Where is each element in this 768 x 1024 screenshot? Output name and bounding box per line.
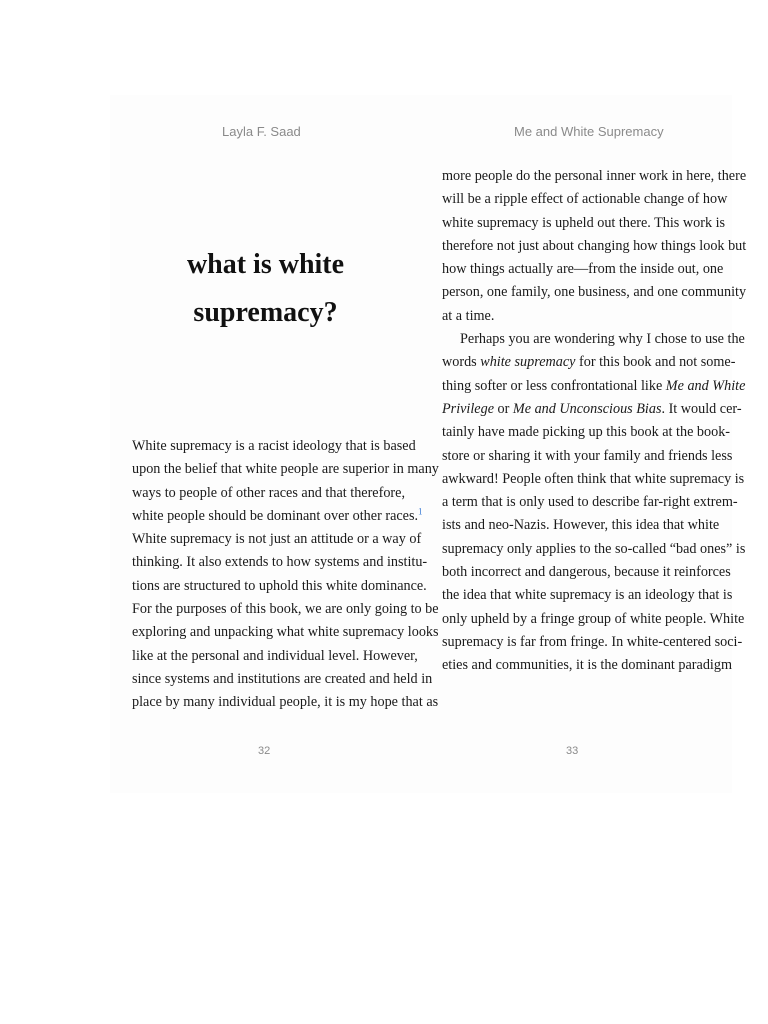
text-line: exploring and unpacking what white supremacy looks [132,624,439,641]
text-line: place by many individual people, it is my hope that as [132,694,439,711]
text-line: ways to people of other races and that therefore, [132,484,405,501]
italic-run: Privilege [442,400,494,417]
right-page [421,95,747,793]
text-line: thinking. It also extends to how systems and institu- [132,554,428,571]
text-line: Perhaps you are wondering why I chose to use the [460,331,745,348]
text-run: for this book and not some- [575,354,736,371]
page-number-left: 32 [258,745,271,757]
text-run: . It would cer- [661,400,742,417]
text-line: like at the personal and individual level. However, [132,647,418,664]
text-line: White supremacy is not just an attitude or a way of [132,531,422,548]
text-line: more people do the personal inner work in here, there [442,168,747,184]
running-head-title: Me and White Supremacy [514,124,664,139]
text-line: a term that is only used to describe far-right extrem- [442,494,738,511]
text-line: at a time. [442,307,495,324]
text-run: words [442,354,481,371]
text-line: since systems and institutions are created and held in [132,670,433,687]
text-line: will be a ripple effect of actionable change of how [442,191,728,208]
text-line: ists and neo-Nazis. However, this idea that white [442,517,720,534]
left-body-text [132,435,439,715]
text-line: For the purposes of this book, we are only going to be [132,601,439,618]
chapter-title-line-1: what is white [186,249,345,280]
left-page [110,95,439,793]
footnote-marker[interactable]: 1 [418,506,423,517]
text-line: tions are structured to uphold this white dominance. [132,577,427,594]
text-line: upon the belief that white people are superior in many [132,461,439,478]
text-line: awkward! People often think that white supremacy is [442,470,745,487]
text-line: person, one family, one business, and one community [442,284,747,301]
text-line-with-italic [442,351,736,374]
book-spread [110,95,747,793]
text-line: supremacy is far from fringe. In white-centered soci- [442,633,743,650]
text-line: how things actually are—from the inside out, one [442,261,724,278]
italic-run: white supremacy [480,354,576,371]
text-run: or [494,400,513,417]
chapter-title [110,241,421,337]
text-line-with-italic [442,375,746,398]
text-line: store or sharing it with your family and friends less [442,447,733,464]
text-line: the idea that white supremacy is an ideology that is [442,587,733,604]
chapter-title-line-2: supremacy? [193,297,338,328]
text-line: tainly have made picking up this book at the book- [442,424,731,441]
text-line-with-italic [442,398,742,421]
text-line: white supremacy is upheld out there. This work is [442,214,726,231]
right-body-text [442,165,747,678]
running-head-author: Layla F. Saad [222,124,301,139]
italic-run: Me and Unconscious Bias [512,400,662,417]
page-number-right: 33 [566,745,579,757]
text-line: therefore not just about changing how things look but [442,237,747,254]
text-run: thing softer or less confrontational like [442,377,666,394]
text-line: both incorrect and dangerous, because it reinforces [442,564,731,581]
text-line: supremacy only applies to the so-called “bad ones” is [442,540,746,557]
text-line: White supremacy is a racist ideology that is based [132,438,416,454]
text-line: white people should be dominant over other races. [132,507,419,524]
italic-run: Me and White [665,377,746,394]
text-line: eties and communities, it is the dominant paradigm [442,657,732,674]
text-line: only upheld by a fringe group of white people. White [442,610,745,627]
text-line-with-footnote [132,505,423,528]
